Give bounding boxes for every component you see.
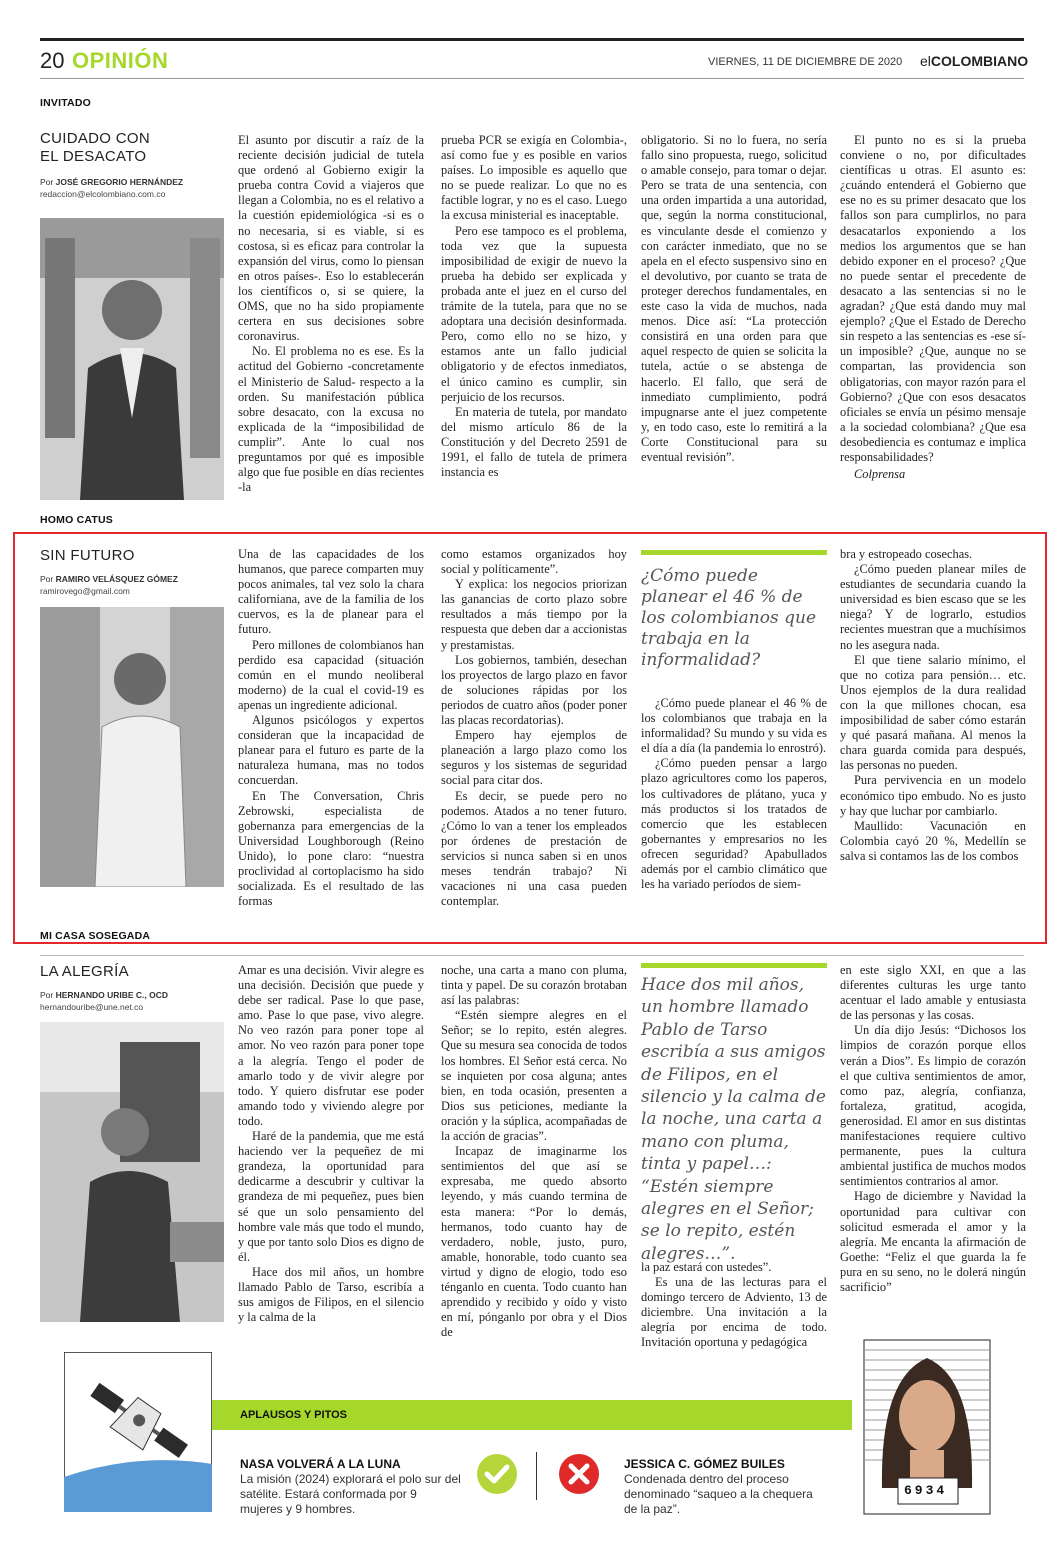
article-title: CUIDADO CON EL DESACATO	[40, 130, 150, 165]
kicker-invitado: INVITADO	[40, 97, 91, 109]
applause-headline: NASA VOLVERÁ A LA LUNA	[240, 1457, 401, 1471]
signoff: Colprensa	[854, 467, 906, 482]
article2-column-3: ¿Cómo puede planear el 46 % de los colombianos que trabaja en la informalidad? Su mundo y su vida es el día a día (la pandemia lo enrostró). ¿Cómo pueden pensar a largo plazo agricultores como los paperos, los cultivadores de plátano, yuca y más productos si los tratados de comercio que les establecen gobernantes y empresarios no les ofrecen seguridad? Apabullados además por el cambio climático que les ha variado períodos de siem-	[641, 696, 827, 892]
top-rule	[40, 38, 1024, 41]
byline: Por HERNANDO URIBE C., OCD	[40, 990, 169, 1000]
article1-column-4: El punto no es si la prueba conviene o no, por dificultades científicas u otras. El asunto es: ¿cuándo entenderá el Gobierno que ese no es su primer desacato que los fallos son para cumplirlos, no para desacatarlos exponiendo a los medios los argumentos que se han debido exponer en el proceso? ¿Que no puede sentar el precedente de desacato a las sentencias si no le agradan? ¿Que está dando muy mal ejemplo? ¿Que el Estado de Derecho sin respeto a las sentencias es -ese sí- un imposible? ¿Que, aunque no se compartan, las providencia son obligatorias, con mayor razón para el Gobierno? ¿Que con esos desacatos oficiales se envía un pésimo mensaje a la sociedad colombiana? ¿Que esa desobediencia es contumaz e implica responsabilidades? Colprensa	[840, 133, 1026, 482]
article1-column-1: El asunto por discutir a raíz de la reciente decisión judicial de tutela que ordenó al Gobierno exigir la prueba contra Covid a viajeros que llegan a Colombia, no es el relativo a la cuestión epidemiológica -si es o no necesaria, si es viable, si es costosa, si es eficaz para controlar la expansión del virus, como lo piensan en otros países-. Eso lo establecerán los científicos o, si se quiere, la OMS, que no ha sido propiamente certera en sus decisiones sobre coronavirus. No. El problema no es ese. Es la actitud del Gobierno -concretamente el Ministerio de Salud- respecto a la orden. Su manifestación pública sobre desacato, con la excusa no explicada de la “imposibilidad de cumplir”. Ante lo cual nos preguntamos por qué es imposible algo que fue posible en días recientes -la	[238, 133, 424, 495]
pitos-headline: JESSICA C. GÓMEZ BUILES	[624, 1457, 785, 1471]
header-rule	[40, 78, 1024, 79]
cross-icon	[558, 1453, 600, 1495]
pitos-text: Condenada dentro del proceso denominado “saqueo a la chequera de la paz”.	[624, 1472, 813, 1516]
portrait-illustration	[862, 1338, 992, 1516]
author-photo	[40, 607, 224, 887]
byline: Por JOSÉ GREGORIO HERNÁNDEZ	[40, 177, 184, 187]
article1-column-3: obligatorio. Si no lo fuera, no sería fallo sino propuesta, ruego, solicitud o amable consejo, para tomar o dejar. Pero se trata de una sentencia, con una orden impartida a una autoridad, que, según la norma constitucional, es vinculante desde el comienzo y con carácter inmediato, que no se apela en el efecto suspensivo sino en el devolutivo, por cuanto se trata de proteger derechos fundamentales, en este caso la vida de muchos, nada menos. Dice así: “La protección consistirá en una orden para que aquel respecto de quien se solicita la tutela, actúe o se abstenga de hacerlo. El fallo, que será de inmediato cumplimiento, podrá impugnarse ante el juez competente y, en todo caso, este lo remitirá a la Corte Constitucional para su eventual revisión”.	[641, 133, 827, 464]
article3-column-4: en este siglo XXI, en que a las diferentes culturas les urge tanto acentuar el lado amable y entusiasta de las personas y las cosas. Un día dijo Jesús: “Dichosos los limpios de corazón porque ellos verán a Dios”. Es limpio de corazón el que cultiva sentimientos de amor, como paz, alegría, confianza, fortaleza, gratitud, acogida, generosidad. El amor en sus distintas manifestaciones requiere cultivo permanente, pues la cultura ambiental justifica de muchos modos sentimientos contrarios al amor. Hago de diciembre y Navidad la oportunidad para cultivar con solicitud esmerada el amor y la alegría. Me encanta la afirmación de Goethe: “Feliz el que guarda la fe pura en su seno, no le dolerá ningún sacrificio”	[840, 963, 1026, 1294]
aplausos-divider	[536, 1452, 537, 1500]
page-number: 20	[40, 48, 65, 73]
pullquote-bar	[641, 963, 827, 968]
section-divider	[40, 955, 1024, 956]
author-email: redaccion@elcolombiano.com.co	[40, 189, 166, 199]
author-email: hernandouribe@une.net.co	[40, 1002, 144, 1012]
pullquote-bar	[641, 550, 827, 555]
date-line: VIERNES, 11 DE DICIEMBRE DE 2020	[708, 56, 903, 68]
kicker-homo-catus: HOMO CATUS	[40, 514, 113, 526]
article3-column-2: noche, una carta a mano con pluma, tinta y papel. De su corazón brotaban así las palabras: “Estén siempre alegres en el Señor; se lo repito, estén alegres. Que su mesura sea conocida de todos los hombres. El Señor está cerca. No se inquieten por cosa alguna; antes bien, en toda ocasión, presenten a Dios sus peticiones, mediante la oración y la súplica, acompañadas de la acción de gracias”. Incapaz de imaginarme los sentimientos del que así se expresaba, me quedo absorto leyendo, y más cuando termina de esta manera: “Por lo demás, hermanos, todo cuanto hay de verdadero, noble, justo, puro, amable, honorable, todo cuanto sea virtud y digno de elogio, todo eso ténganlo en cuenta. Todo cuanto han aprendido y recibido y oído y visto en mí, pónganlo por obra y el Dios de	[441, 963, 627, 1340]
aplausos-title: APLAUSOS Y PITOS	[240, 1409, 347, 1421]
article3-column-1: Amar es una decisión. Vivir alegre es una decisión. Decisión que puede y debe ser radical. Pase lo que pase, amo. Pase lo que pase, vivo alegre. No veo razón para poner tope al amor. No veo razón para poner tope a la alegría. Tengo el poder de amarlo todo y de vivir alegre por todo. Y quiero disfrutar ese poder amando todo y viviendo alegre por todo. Haré de la pandemia, que me está haciendo ver la pequeñez de mi grandeza, la oportunidad para dedicarme a descubrir y cultivar la grandeza de mi pequeñez, pues bien sé que un solo pensamiento del hombre vale más que todo el mundo, y que por tanto solo Dios es digno de él. Hace dos mil años, un hombre llamado Pablo de Tarso, escribía a sus amigos de Filipos, en el silencio y la calma de la	[238, 963, 424, 1325]
article-title: LA ALEGRÍA	[40, 963, 129, 980]
article2-column-4: bra y estropeado cosechas. ¿Cómo pueden planear miles de estudiantes de secundaria cuando la universidad es bien escaso que se les niega? Y de lograrlo, estudios recientes muestran que a muchísimos no les asegura nada. El que tiene salario mínimo, el que no cotiza para pensión… etc. Unos ejemplos de la dura realidad con la que millones chocan, esa imposibilidad de saber cómo estarán y qué pasará mañana. Al menos la chara guarda comida para después, las personas no pueden. Pura pervivencia en un modelo económico tipo embudo. No es justo y hay que luchar por cambiarlo. Maullido: Vacunación en Colombia cayó 20 %, Medellín se salva si contamos las de los combos	[840, 547, 1026, 863]
applause-text: La misión (2024) explorará el polo sur del satélite. Estará conformada por 9 mujeres y 9 hombres.	[240, 1472, 461, 1516]
pull-quote: ¿Cómo puede planear el 46 % de los colombianos que trabaja en la informalidad?	[641, 566, 817, 670]
article3-column-3: la paz estará con ustedes”. Es una de las lecturas para el domingo tercero de Adviento, 13 de diciembre. Una invitación a la alegría por encima de todo. Invitación oportuna y pedagógica	[641, 1260, 827, 1350]
check-icon	[476, 1453, 518, 1495]
author-photo	[40, 218, 224, 500]
author-email: ramirovego@gmail.com	[40, 586, 130, 596]
section-title: OPINIÓN	[72, 48, 169, 73]
brand-logo: elCOLOMBIANO	[920, 53, 1029, 69]
kicker-mi-casa-sosegada: MI CASA SOSEGADA	[40, 930, 151, 942]
article-title: SIN FUTURO	[40, 547, 135, 564]
placard-number: 6934	[904, 1483, 948, 1498]
article2-column-2: como estamos organizados hoy social y políticamente”. Y explica: los negocios priorizan las ganancias de corto plazo sobre resultados a más tiempo por la respuesta que deben dar a accionistas y prestamistas. Los gobiernos, también, desechan los proyectos de largo plazo en favor de soluciones rápidas por los periodos de cuatro años (poder poner las placas recordatorias). Empero hay ejemplos de planeación a largo plazo como los seguros y los sistemas de seguridad social para citar dos. Es decir, se puede pero no podemos. Atados a no tener futuro. ¿Cómo lo van a tener los empleados por órdenes de prestación de servicios si nunca saben si en unos meses tendrán trabajo? Ni vacaciones ni una casa pueden contemplar.	[441, 547, 627, 909]
article1-column-2: prueba PCR se exigía en Colombia-, así como fue y es posible en varios países. Lo imposible es aquello que no se puede realizar. Lo que no es factible lograr, y no es el caso. Luego la excusa ministerial es inaceptable. Pero ese tampoco es el problema, toda vez que la supuesta imposibilidad de exigir de nuevo la prueba ha debido ser explicada y probada ante el juez en el curso del trámite de la tutela, para que no se adoptara una decisión desinformada. Pero, como ello no se hizo, y estamos ante un fallo judicial obligatorio y de efectos inmediatos, el único camino es cumplir, sin perjuicio de los recursos. En materia de tutela, por mandato del mismo artículo 86 de la Constitución y del Decreto 2591 de 1991, el fallo de tutela de primera instancia es	[441, 133, 627, 480]
pull-quote: Hace dos mil años, un hombre llamado Pablo de Tarso escribía a sus amigos de Filipos, en el silencio y la calma de la noche, una carta a mano con pluma, tinta y papel…: “Estén siempre alegres en el Señor; se lo repito, estén alegres…”.	[641, 975, 826, 1264]
byline: Por RAMIRO VELÁSQUEZ GÓMEZ	[40, 574, 178, 584]
article2-column-1: Una de las capacidades de los humanos, que parece comparten muy pocos animales, tal vez solo la chara californiana, ave de la familia de los cuervos, es la de planear para el futuro. Pero millones de colombianos han perdido esa capacidad (situación común en el mundo neoliberal moderno) de la cual el covid-19 es apenas un ingrediente adicional. Algunos psicólogos y expertos consideran que la incapacidad de planear para el futuro es parte de la naturaleza humana, mas no todos concuerdan. En The Conversation, Chris Zebrowski, especialista de gobernanza para emergencias de la Universidad Loughborough (Reino Unido), lo pone claro: “nuestra proclividad al cortoplacismo ha sido socializada. Es el resultado de las formas	[238, 547, 424, 909]
author-photo	[40, 1022, 224, 1322]
spacecraft-illustration	[64, 1352, 212, 1512]
